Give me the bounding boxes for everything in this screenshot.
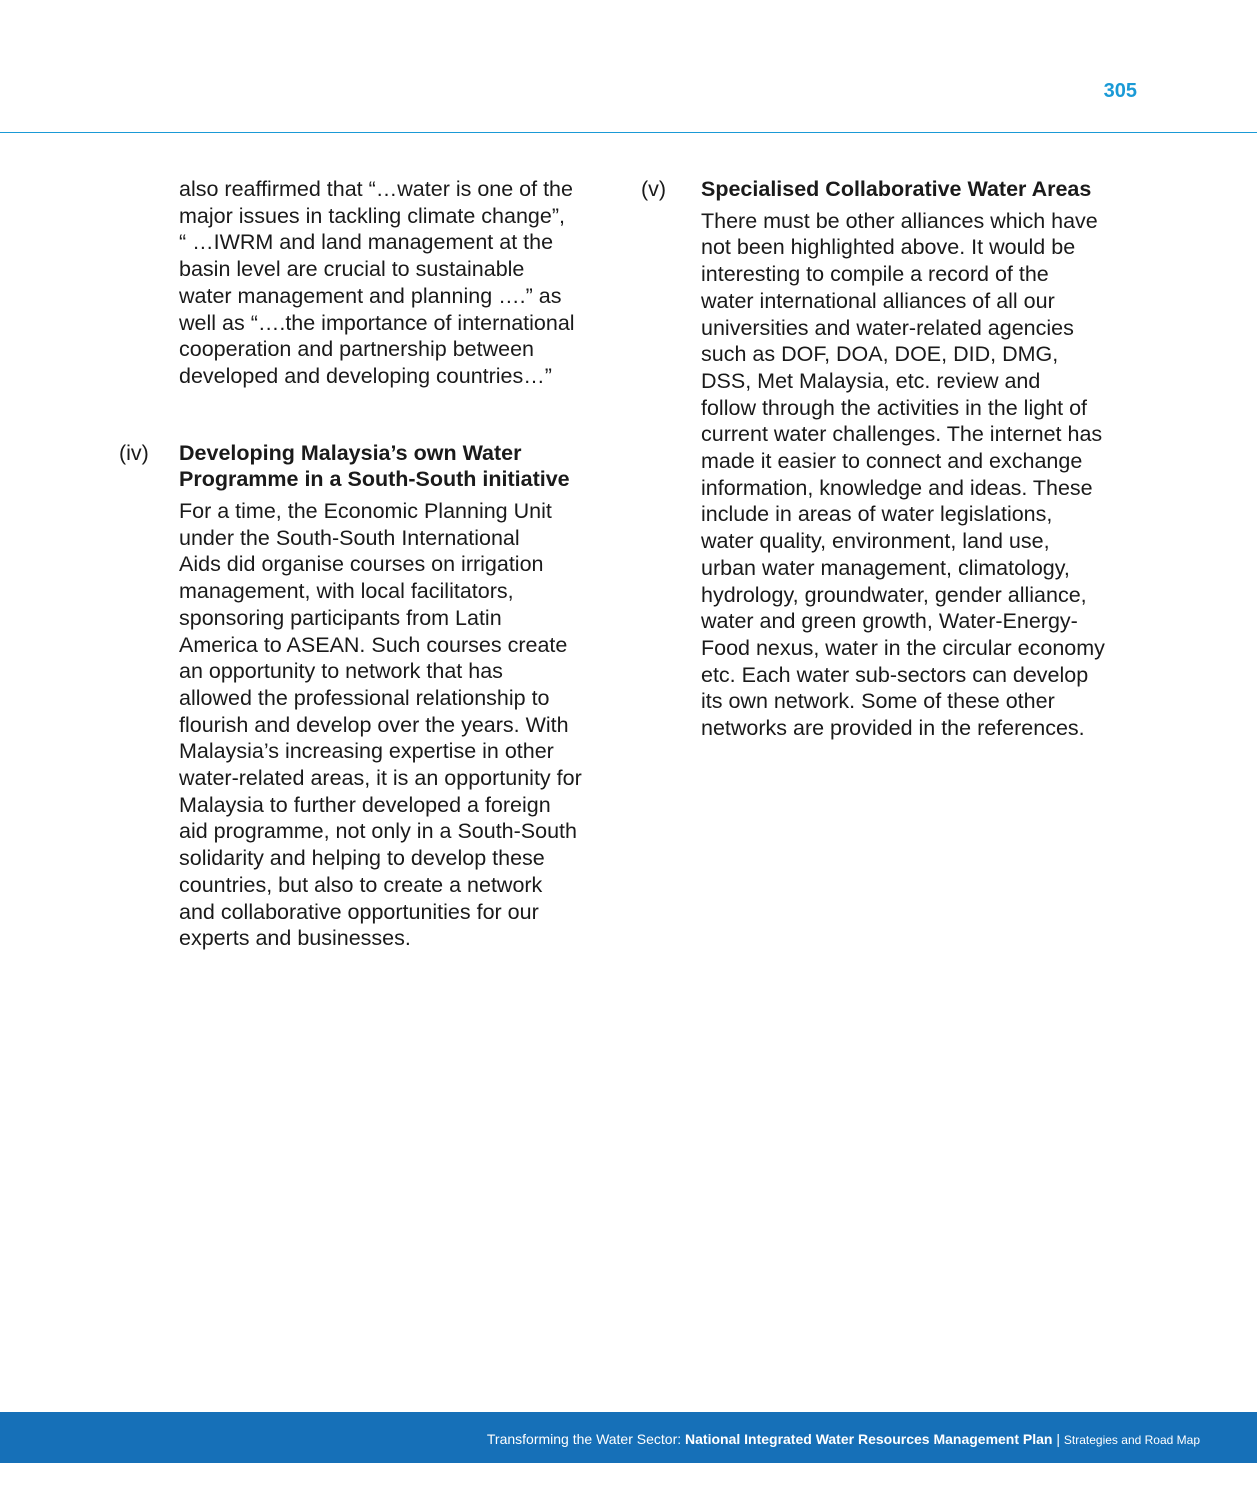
footer-title: National Integrated Water Resources Management Plan <box>685 1431 1053 1447</box>
page-number: 305 <box>1103 80 1137 102</box>
header-rule <box>0 132 1257 133</box>
text-line: Aids did organise courses on irrigation <box>179 552 544 577</box>
text-line: DSS, Met Malaysia, etc. review and <box>701 368 1041 393</box>
left-column <box>119 176 619 952</box>
text-line: For a time, the Economic Planning Unit <box>179 499 552 524</box>
text-line: water-related areas, it is an opportunity for <box>179 766 582 791</box>
text-line: management, with local facilitators, <box>179 579 514 604</box>
heading-line: Programme in a South-South initiative <box>179 467 570 492</box>
footer-prefix: Transforming the Water Sector: <box>486 1431 686 1447</box>
text-line: cooperation and partnership between <box>179 337 535 362</box>
text-line: Malaysia to further developed a foreign <box>179 792 551 817</box>
text-line: There must be other alliances which have <box>701 208 1098 233</box>
intro-paragraph <box>179 176 619 390</box>
text-line: current water challenges. The internet has <box>701 422 1103 447</box>
text-line: information, knowledge and ideas. These <box>701 475 1093 500</box>
text-line: water quality, environment, land use, <box>701 529 1050 554</box>
text-line: water management and planning ….” as <box>179 283 562 308</box>
text-line: under the South-South International <box>179 525 520 550</box>
text-line: etc. Each water sub-sectors can develop <box>701 662 1089 687</box>
section-v <box>641 176 1141 742</box>
text-line: Malaysia’s increasing expertise in other <box>179 739 554 764</box>
text-line: developed and developing countries…” <box>179 363 552 388</box>
text-line: its own network. Some of these other <box>701 689 1055 714</box>
heading-line: Developing Malaysia’s own Water <box>179 440 522 465</box>
text-line: such as DOF, DOA, DOE, DID, DMG, <box>701 342 1059 367</box>
text-line: include in areas of water legislations, <box>701 502 1053 527</box>
section-heading-iv <box>179 440 619 493</box>
text-line: and collaborative opportunities for our <box>179 899 539 924</box>
right-column <box>641 176 1141 742</box>
section-marker-v: (v) <box>641 177 667 201</box>
text-line: sponsoring participants from Latin <box>179 605 502 630</box>
text-line: major issues in tackling climate change”, <box>179 203 565 228</box>
footer-separator: | <box>1052 1431 1064 1447</box>
text-line: allowed the professional relationship to <box>179 685 550 710</box>
text-line: made it easier to connect and exchange <box>701 449 1083 474</box>
text-line: networks are provided in the references. <box>701 716 1085 741</box>
text-line: “ …IWRM and land management at the <box>179 230 554 255</box>
text-line: basin level are crucial to sustainable <box>179 257 525 282</box>
section-body-v <box>701 208 1141 742</box>
text-line: also reaffirmed that “…water is one of the <box>179 177 573 201</box>
text-line: hydrology, groundwater, gender alliance, <box>701 582 1087 607</box>
text-line: well as “….the importance of international <box>179 310 575 335</box>
text-line: America to ASEAN. Such courses create <box>179 632 568 657</box>
text-line: solidarity and helping to develop these <box>179 846 545 871</box>
section-heading-v <box>701 176 1141 203</box>
heading-line: Specialised Collaborative Water Areas <box>701 177 1092 201</box>
text-line: Food nexus, water in the circular economy <box>701 635 1105 660</box>
text-line: urban water management, climatology, <box>701 555 1070 580</box>
text-line: flourish and develop over the years. With <box>179 712 569 737</box>
text-line: interesting to compile a record of the <box>701 262 1049 287</box>
text-line: experts and businesses. <box>179 926 411 951</box>
text-line: an opportunity to network that has <box>179 659 503 684</box>
text-line: aid programme, not only in a South-South <box>179 819 577 844</box>
text-line: not been highlighted above. It would be <box>701 235 1076 260</box>
text-line: water and green growth, Water-Energy- <box>701 609 1078 634</box>
footer-text <box>487 1431 1200 1448</box>
section-marker-iv: (iv) <box>119 440 149 465</box>
text-line: follow through the activities in the light of <box>701 395 1088 420</box>
section-iv <box>119 440 619 952</box>
text-line: universities and water-related agencies <box>701 315 1074 340</box>
text-line: countries, but also to create a network <box>179 872 543 897</box>
text-line: water international alliances of all our <box>701 288 1055 313</box>
section-body-iv <box>179 498 619 952</box>
footer-suffix: Strategies and Road Map <box>1063 1433 1200 1447</box>
